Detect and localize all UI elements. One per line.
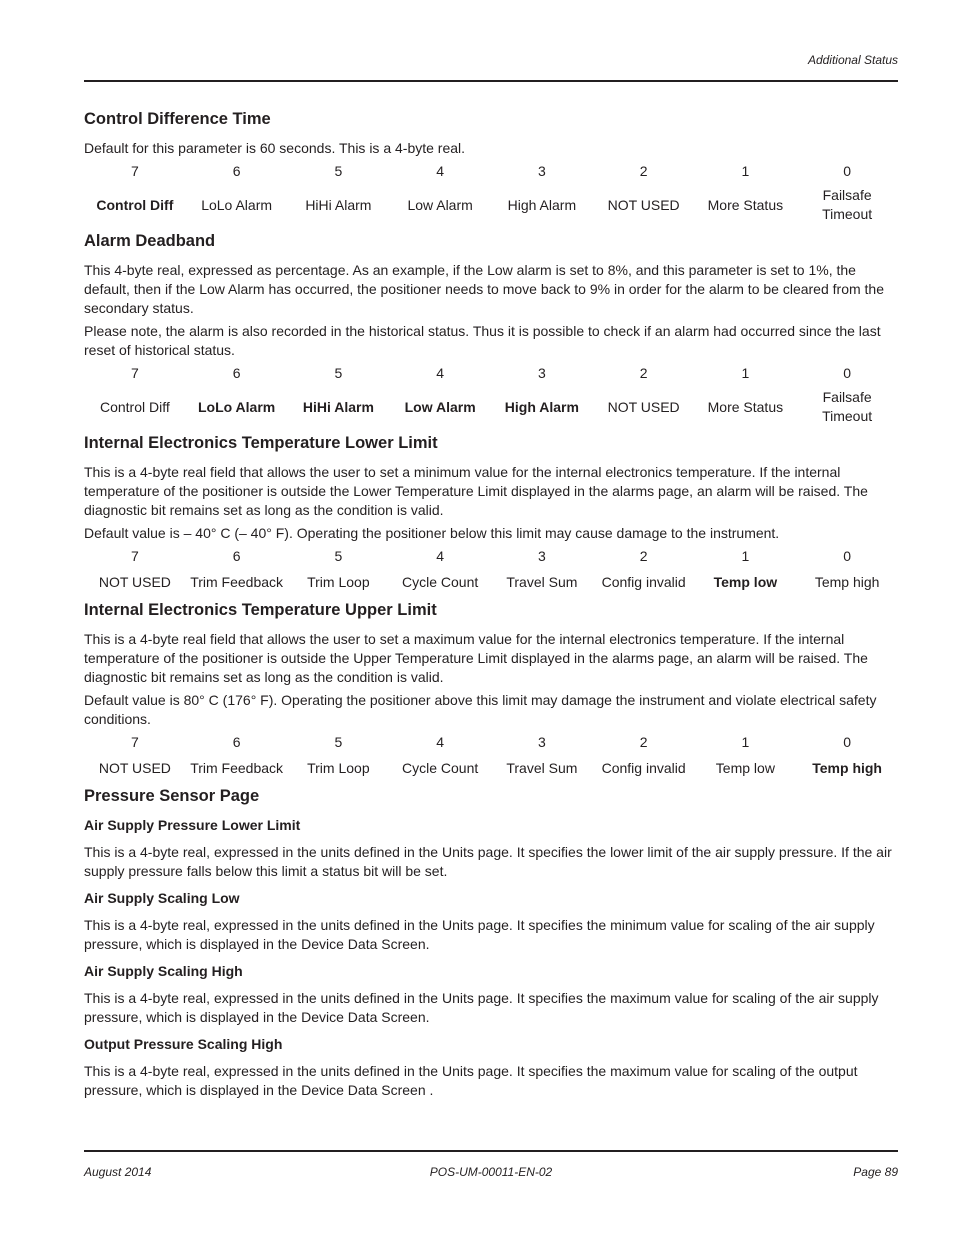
section-alarm-deadband <box>84 230 898 426</box>
footer-page-number: Page 89 <box>853 1165 898 1179</box>
paragraph: Default value is 80° C (176° F). Operating the positioner above this limit may damage the instrument and violate electrical safety conditions. <box>84 692 877 727</box>
bit-label: Failsafe Timeout <box>822 389 873 424</box>
section-title: Internal Electronics Temperature Lower Limit <box>84 434 438 452</box>
bit-label: High Alarm <box>504 398 579 415</box>
footer-date: August 2014 <box>84 1165 152 1179</box>
bit-number: 6 <box>232 734 241 750</box>
bit-number: 5 <box>334 365 343 381</box>
bit-number: 6 <box>232 365 241 381</box>
bit-number: 6 <box>232 163 241 179</box>
subsection-title: Air Supply Scaling High <box>84 963 243 979</box>
section-title: Pressure Sensor Page <box>84 787 260 805</box>
bit-label: Travel Sum <box>506 759 578 776</box>
bit-number: 4 <box>436 365 445 381</box>
bit-number: 1 <box>741 365 750 381</box>
bit-number: 0 <box>843 163 852 179</box>
bit-label: Temp low <box>713 573 778 590</box>
paragraph: Default for this parameter is 60 seconds. This is a 4-byte real. <box>84 140 466 156</box>
bit-number: 4 <box>436 163 445 179</box>
bit-table <box>84 364 898 426</box>
paragraph: This is a 4-byte real, expressed in the units defined in the Units page. It specifies the maximum value for scaling of the output pressure, which is displayed in the Device Data Screen . <box>84 1063 858 1098</box>
bit-number: 4 <box>436 734 445 750</box>
bit-number: 3 <box>537 163 546 179</box>
bit-number: 7 <box>130 365 139 381</box>
page-content <box>84 108 898 1104</box>
bit-label: Travel Sum <box>506 573 578 590</box>
paragraph: This is a 4-byte real, expressed in the units defined in the Units page. It specifies the maximum value for scaling of the air supply pressure, which is displayed in the Device Data Screen. <box>84 990 879 1025</box>
bit-label: More Status <box>707 398 784 415</box>
bit-label: HiHi Alarm <box>305 196 372 213</box>
bit-label: Trim Loop <box>307 573 370 590</box>
bit-label: High Alarm <box>507 196 577 213</box>
bit-number: 3 <box>537 734 546 750</box>
bit-label: Cycle Count <box>401 573 479 590</box>
bit-label: NOT USED <box>607 196 680 213</box>
bit-label: Low Alarm <box>404 398 476 415</box>
section-title: Control Difference Time <box>84 110 271 128</box>
bit-label: Temp high <box>814 573 880 590</box>
paragraph: This 4-byte real, expressed as percentage. As an example, if the Low alarm is set to 8%, and this parameter is set to 1%, the default, then if the Low Alarm has occurred, the positioner needs to move back to 9% in order for the alarm to be cleared from the secondary status. <box>84 262 884 316</box>
footer-document-id: POS-UM-00011-EN-02 <box>429 1165 553 1179</box>
footer-rule <box>84 1150 898 1152</box>
bit-number: 2 <box>639 163 648 179</box>
bit-number: 1 <box>741 548 750 564</box>
subsection-title: Output Pressure Scaling High <box>84 1036 283 1052</box>
bit-label: Cycle Count <box>401 759 479 776</box>
bit-label: Temp high <box>812 759 882 776</box>
bit-label: Control Diff <box>99 398 170 415</box>
bit-table <box>84 733 898 779</box>
bit-number: 7 <box>130 163 139 179</box>
bit-label: Low Alarm <box>407 196 473 213</box>
bit-number: 5 <box>334 734 343 750</box>
paragraph: This is a 4-byte real, expressed in the units defined in the Units page. It specifies the minimum value for scaling of the air supply pressure, which is displayed in the Device Data Screen. <box>84 917 875 952</box>
bit-number: 4 <box>436 548 445 564</box>
bit-number: 1 <box>741 734 750 750</box>
bit-number: 0 <box>843 548 852 564</box>
bit-number: 5 <box>334 163 343 179</box>
bit-label: Trim Feedback <box>190 573 284 590</box>
bit-number: 7 <box>130 548 139 564</box>
bit-number: 0 <box>843 734 852 750</box>
bit-label: Temp low <box>715 759 775 776</box>
running-header: Additional Status <box>807 53 898 67</box>
bit-label: Control Diff <box>96 196 174 213</box>
bit-number: 3 <box>537 548 546 564</box>
section-temperature-upper-limit <box>84 599 898 779</box>
bit-number: 7 <box>130 734 139 750</box>
bit-table <box>84 162 898 224</box>
section-temperature-lower-limit <box>84 432 898 593</box>
bit-number: 6 <box>232 548 241 564</box>
bit-number: 1 <box>741 163 750 179</box>
section-control-difference-time <box>84 108 898 224</box>
bit-number: 5 <box>334 548 343 564</box>
section-pressure-sensor-page <box>84 785 898 1100</box>
bit-number: 2 <box>639 548 648 564</box>
bit-label: NOT USED <box>98 759 171 776</box>
bit-label: HiHi Alarm <box>302 398 374 415</box>
paragraph: Please note, the alarm is also recorded in the historical status. Thus it is possible to check if an alarm had occurred since the last reset of historical status. <box>84 323 881 358</box>
subsection-title: Air Supply Scaling Low <box>84 890 240 906</box>
bit-label: More Status <box>707 196 784 213</box>
paragraph: This is a 4-byte real field that allows the user to set a maximum value for the internal electronics temperature. If the internal temperature of the positioner is outside the Upper Temperature Limit displayed in the alarms page, an alarm will be raised. The diagnostic bit remains set as long as the condition is valid. <box>84 631 868 685</box>
bit-label: NOT USED <box>607 398 680 415</box>
bit-label: Trim Feedback <box>190 759 284 776</box>
paragraph: This is a 4-byte real, expressed in the units defined in the Units page. It specifies the lower limit of the air supply pressure. If the air supply pressure falls below this limit a status bit will be set. <box>84 844 892 879</box>
bit-number: 0 <box>843 365 852 381</box>
bit-label: NOT USED <box>98 573 171 590</box>
subsection-title: Air Supply Pressure Lower Limit <box>84 817 301 833</box>
bit-label: LoLo Alarm <box>201 196 273 213</box>
bit-label: LoLo Alarm <box>197 398 276 415</box>
bit-number: 2 <box>639 734 648 750</box>
bit-table <box>84 547 898 593</box>
bit-label: Failsafe Timeout <box>822 187 873 222</box>
bit-label: Config invalid <box>601 759 686 776</box>
bit-label: Config invalid <box>601 573 686 590</box>
paragraph: Default value is – 40° C (– 40° F). Operating the positioner below this limit may cause damage to the instrument. <box>84 525 780 541</box>
section-title: Internal Electronics Temperature Upper Limit <box>84 601 437 619</box>
header-rule <box>84 80 898 82</box>
section-title: Alarm Deadband <box>84 232 216 250</box>
bit-label: Trim Loop <box>307 759 370 776</box>
bit-number: 3 <box>537 365 546 381</box>
paragraph: This is a 4-byte real field that allows the user to set a minimum value for the internal electronics temperature. If the internal temperature of the positioner is outside the Lower Temperature Limit displayed in the alarms page, an alarm will be raised. The diagnostic bit remains set as long as the condition is valid. <box>84 464 868 518</box>
bit-number: 2 <box>639 365 648 381</box>
